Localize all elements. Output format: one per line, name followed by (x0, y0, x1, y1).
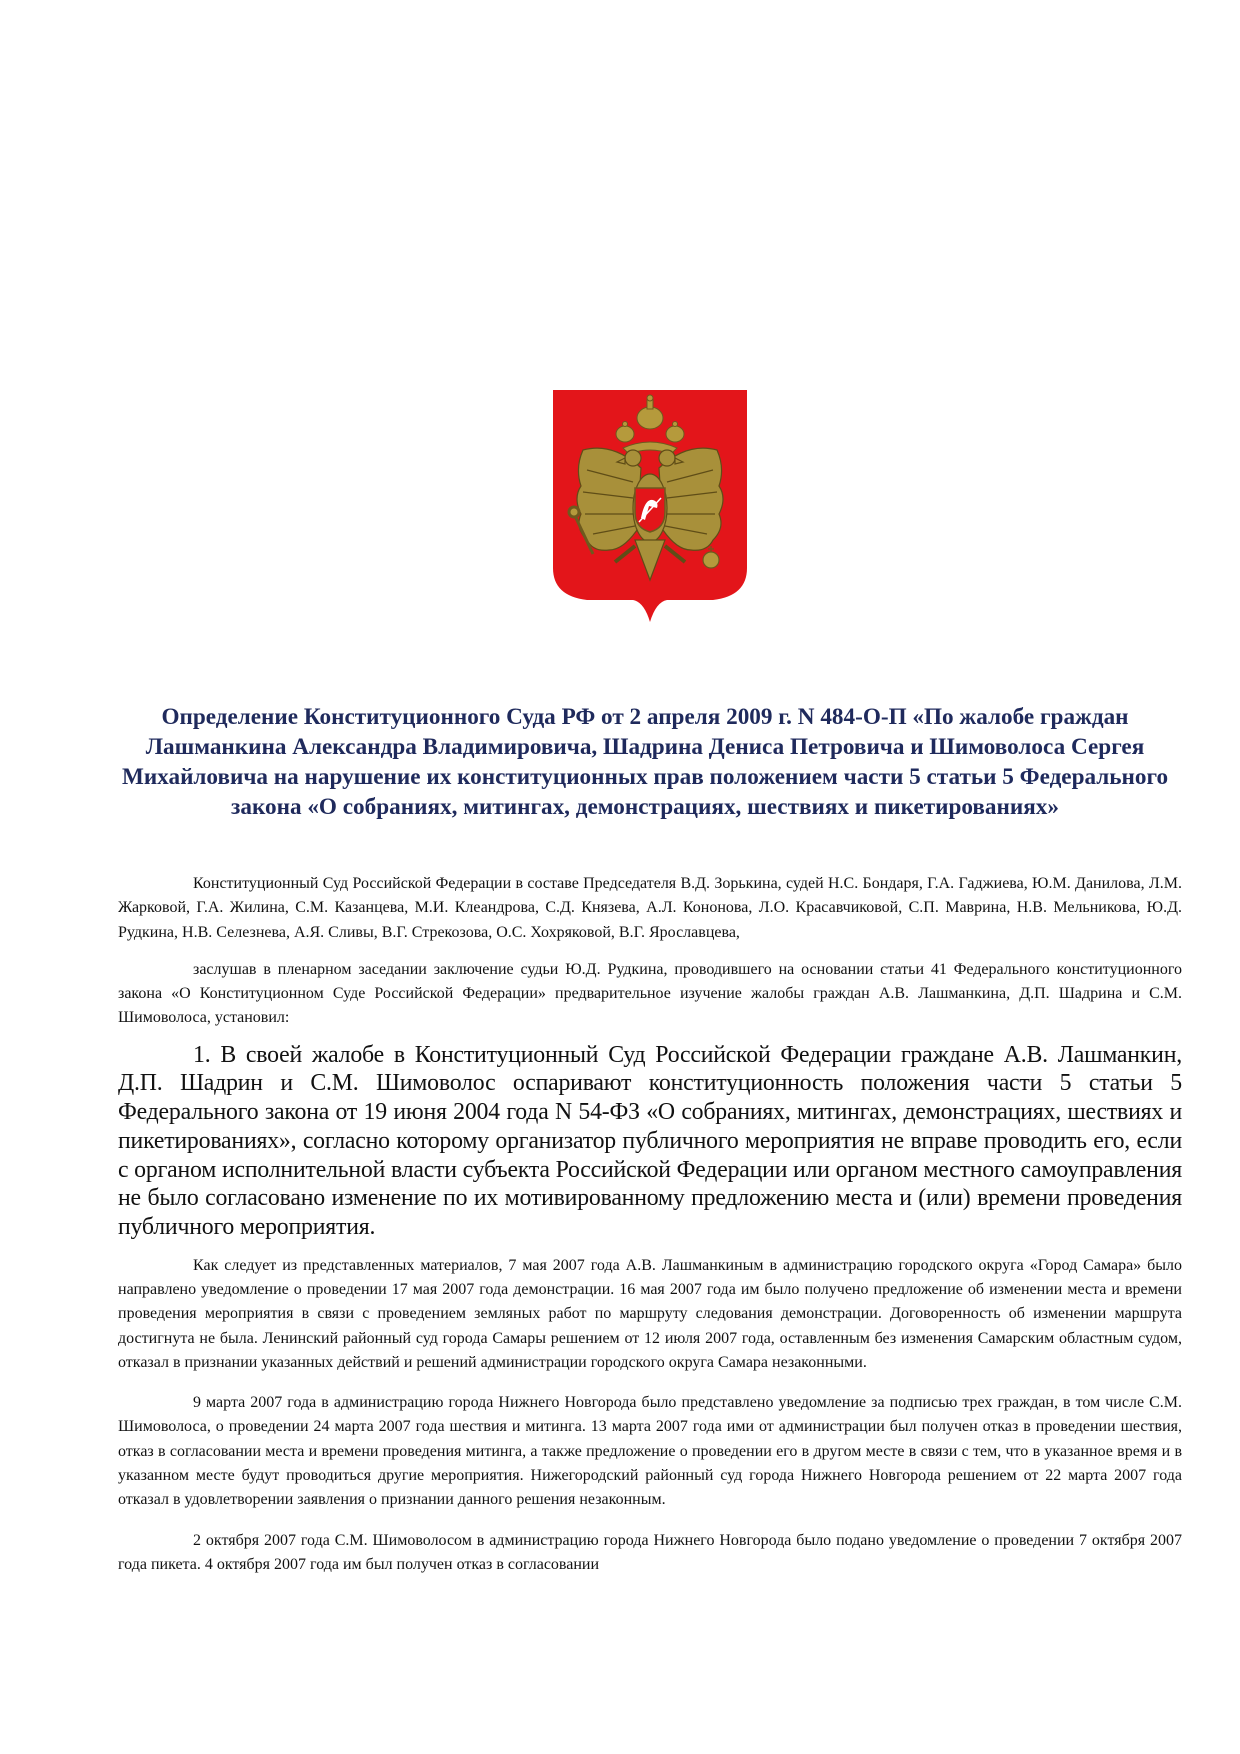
paragraph-samara-case: Как следует из представленных материалов, 7 мая 2007 года А.В. Лашманкиным в администрацию городского округа «Город Самара» было направлено уведомление о проведении 17 мая 2007 года демонстрации. 16 мая 2007 года им было получено предложение об изменении места и времени проведения мероприятия в связи с проведением земляных работ по маршруту следования демонстрации. Договоренность об изменении маршрута достигнута не была. Ленинский районный суд города Самары решением от 12 июля 2007 года, оставленным без изменения Самарским областным судом, отказал в признании указанных действий и решений администрации городского округа Самара незаконными. (118, 1256, 1182, 1371)
paragraph-picket-case: 2 октября 2007 года С.М. Шимоволосом в администрацию города Нижнего Новгорода было подано уведомление о проведении 7 октября 2007 года пикета. 4 октября 2007 года им был получен отказ в согласовании (118, 1531, 1182, 1573)
document-title: Определение Конституционного Суда РФ от 2 апреля 2009 г. N 484-О-П «По жалобе граждан Лашманкина Александра Владимировича, Шадрина Дениса Петровича и Шимоволоса Сергея Михайловича на нарушение их конституционных прав положением части 5 статьи 5 Федерального закона «О собраниях, митингах, демонстрациях, шествиях и пикетированиях» (121, 704, 1169, 820)
paragraph-nizhny-novgorod-case: 9 марта 2007 года в администрацию города Нижнего Новгорода было представлено уведомление за подписью трех граждан, в том числе С.М. Шимоволоса, о проведении 24 марта 2007 года шествия и митинга. 13 марта 2007 года ими от администрации был получен отказ в проведении шествия, отказ в согласовании места и времени проведения митинга, а также предложение о проведении его в другом месте в связи с тем, что в указанное время и в указанном месте будут проводиться другие мероприятия. Нижегородский районный суд города Нижнего Новгорода решением от 22 марта 2007 года отказал в удовлетворении заявления о признании данного решения незаконным. (118, 1394, 1182, 1509)
russian-coat-of-arms-icon (553, 390, 747, 622)
st-george-shield-icon (635, 488, 665, 532)
paragraph-hearing: заслушав в пленарном заседании заключение судьи Ю.Д. Рудкина, проводившего на основании статьи 41 Федерального конституционного закона «О Конституционном Суде Российской Федерации» предварительное изучение жалобы граждан А.В. Лашманкина, Д.П. Шадрина и С.М. Шимоволоса, установил: (118, 960, 1182, 1027)
paragraph-court-composition: Конституционный Суд Российской Федерации в составе Председателя В.Д. Зорькина, судей Н.С. Бондаря, Г.А. Гаджиева, Ю.М. Данилова, Л.М. Жарковой, Г.А. Жилина, С.М. Казанцева, М.И. Клеандрова, С.Д. Князева, А.Л. Кононова, Л.О. Красавчиковой, С.П. Маврина, Н.В. Мельникова, Ю.Д. Рудкина, Н.В. Селезнева, А.Я. Сливы, В.Г. Стрекозова, О.С. Хохряковой, В.Г. Ярославцева, (118, 875, 1182, 941)
document-body (118, 872, 1182, 1577)
paragraph-complaint: 1. В своей жалобе в Конституционный Суд Российской Федерации граждане А.В. Лашманкин, Д.П. Шадрин и С.М. Шимоволос оспаривают конституционность положения части 5 статьи 5 Федерального закона от 19 июня 2004 года N 54-ФЗ «О собраниях, митингах, демонстрациях, шествиях и пикетированиях», согласно которому организатор публичного мероприятия не вправе проводить его, если с органом исполнительной власти субъекта Российской Федерации или органом местного самоуправления не было согласовано изменение по их мотивированному предложению места и (или) времени проведения публичного мероприятия. (118, 1041, 1182, 1240)
